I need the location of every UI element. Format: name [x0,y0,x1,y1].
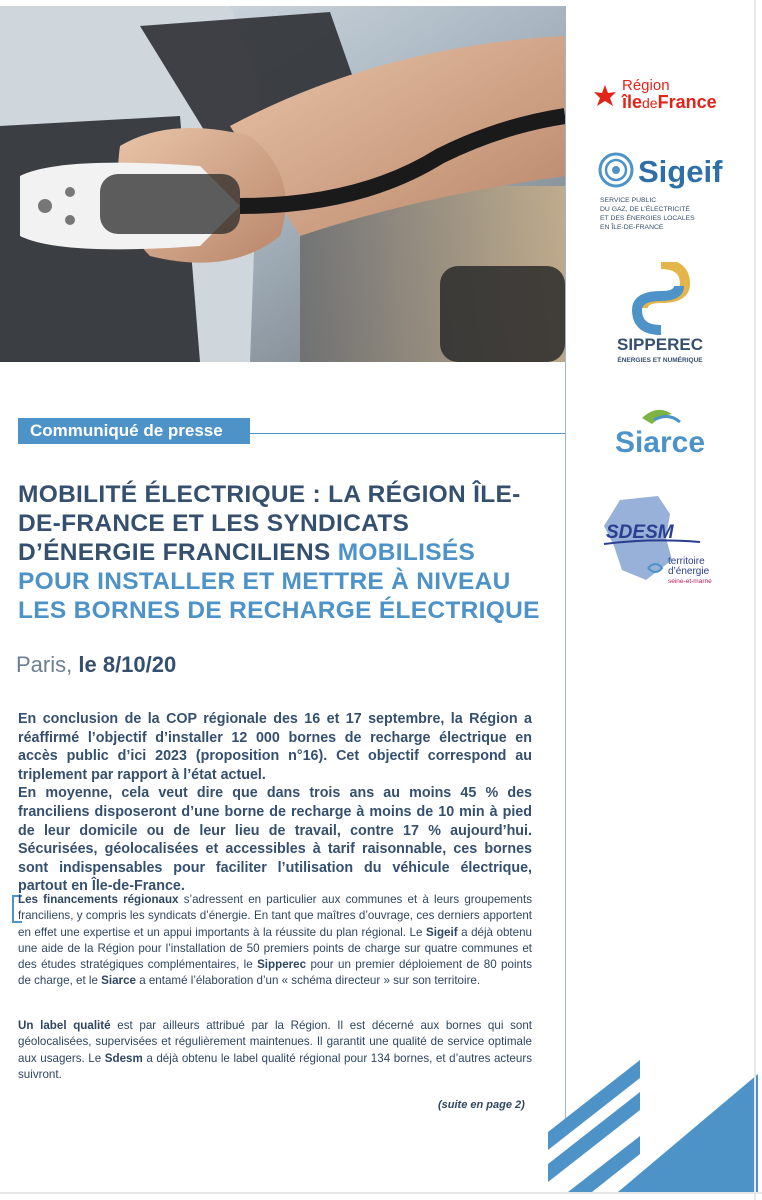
svg-text:ÉNERGIES ET NUMÉRIQUE: ÉNERGIES ET NUMÉRIQUE [617,357,703,364]
dateline-date: le 8/10/20 [78,652,177,677]
svg-text:SDESM: SDESM [606,522,674,543]
sidebar-divider [565,6,566,1136]
svg-text:Siarce: Siarce [614,426,706,458]
lead-paragraph-2: En moyenne, cela veut dire que dans trois ans au moins 45 % des franciliens disposeront d’une borne de recharge à moins de 10 min à pied de leur domicile ou de leur lieu de travail, contre 17 % aujourd’hui. Sécurisées, géolocalisées et accessibles à tarif raisonnable, ces bornes sont indispensables pour faciliter l’utilisation du véhicule électrique, partout en Île-de-France. [18,785,532,895]
svg-text:SERVICE PUBLIC: SERVICE PUBLIC [600,197,657,204]
body-paragraph-quality-label: Un label qualité est par ailleurs attribué par la Région. Il est décerné aux bornes qui sont géolocalisées, supervisées et régulièrement maintenues. Il garantit une qualité de service optimale aux usagers. Le Sdesm a déjà obtenu le label qualité régional pour 134 bornes, et d’autres acteurs suivront. [18,1019,532,1081]
sdesm-logo [600,494,730,586]
lead-paragraph [18,710,532,896]
dateline-city: Paris, [16,652,73,677]
svg-text:Sigeif: Sigeif [638,154,723,189]
headline [18,480,548,625]
continued-on-page-2: (suite en page 2) [438,1099,525,1111]
page-edge-bottom [0,1192,762,1194]
region-ile-de-france-logo [592,74,742,114]
lead-paragraph-1: En conclusion de la COP régionale des 16 et 17 septembre, la Région a réaffirmé l’objectif d’installer 12 000 bornes de recharge électrique en accès public d’ici 2023 (proposition n°16). Cet objectif correspond au triplement par rapport à l’état actuel. [18,711,532,783]
svg-text:territoire: territoire [668,556,705,567]
siarce-logo [602,404,722,458]
svg-text:seine-et-marne: seine-et-marne [668,578,712,585]
sipperec-logo [605,262,715,367]
press-tag-rule [250,433,565,434]
headline-dark: MOBILITÉ ÉLECTRIQUE : LA RÉGION ÎLE-DE-FRANCE ET LES SYNDICATS D’ÉNERGIE FRANCILIENS [18,481,521,566]
press-release-tag: Communiqué de presse [18,418,250,444]
body-paragraph-funding: Les financements régionaux s’adressent en particulier aux communes et à leurs groupements franciliens, y compris les syndicats d’énergie. En tant que maîtres d’ouvrage, ces derniers apportent en effet une expertise et un appui importants à la réussite du plan régional. Le Sigeif a déjà obtenu une aide de la Région pour l’installation de 50 premiers points de charge sur quatre communes et des études stratégiques complémentaires, le Sipperec pour un premier déploiement de 80 points de charge, et le Siarce a entamé l’élaboration d’un « schéma directeur » sur son territoire. [18,893,533,988]
svg-text:d’énergie: d’énergie [668,566,710,577]
hero-photo-ev-charging [0,6,565,362]
decorative-stripes [548,1060,758,1197]
headline-highlight: MOBILISÉS POUR INSTALLER ET METTRE À NIVEAU LES BORNES DE RECHARGE ÉLECTRIQUE [18,539,540,624]
svg-text:ET DES ÉNERGIES LOCALES: ET DES ÉNERGIES LOCALES [600,215,695,222]
dateline [16,652,176,678]
svg-text:Région: Région [622,77,670,94]
svg-text:EN ÎLE-DE-FRANCE: EN ÎLE-DE-FRANCE [600,224,664,231]
page-edge-right [754,0,756,1200]
sigeif-logo [598,150,728,234]
svg-text:îledeFrance: îledeFrance [622,92,717,112]
svg-text:SIPPEREC: SIPPEREC [617,335,703,354]
svg-text:DU GAZ, DE L’ÉLECTRICITÉ: DU GAZ, DE L’ÉLECTRICITÉ [600,206,690,213]
